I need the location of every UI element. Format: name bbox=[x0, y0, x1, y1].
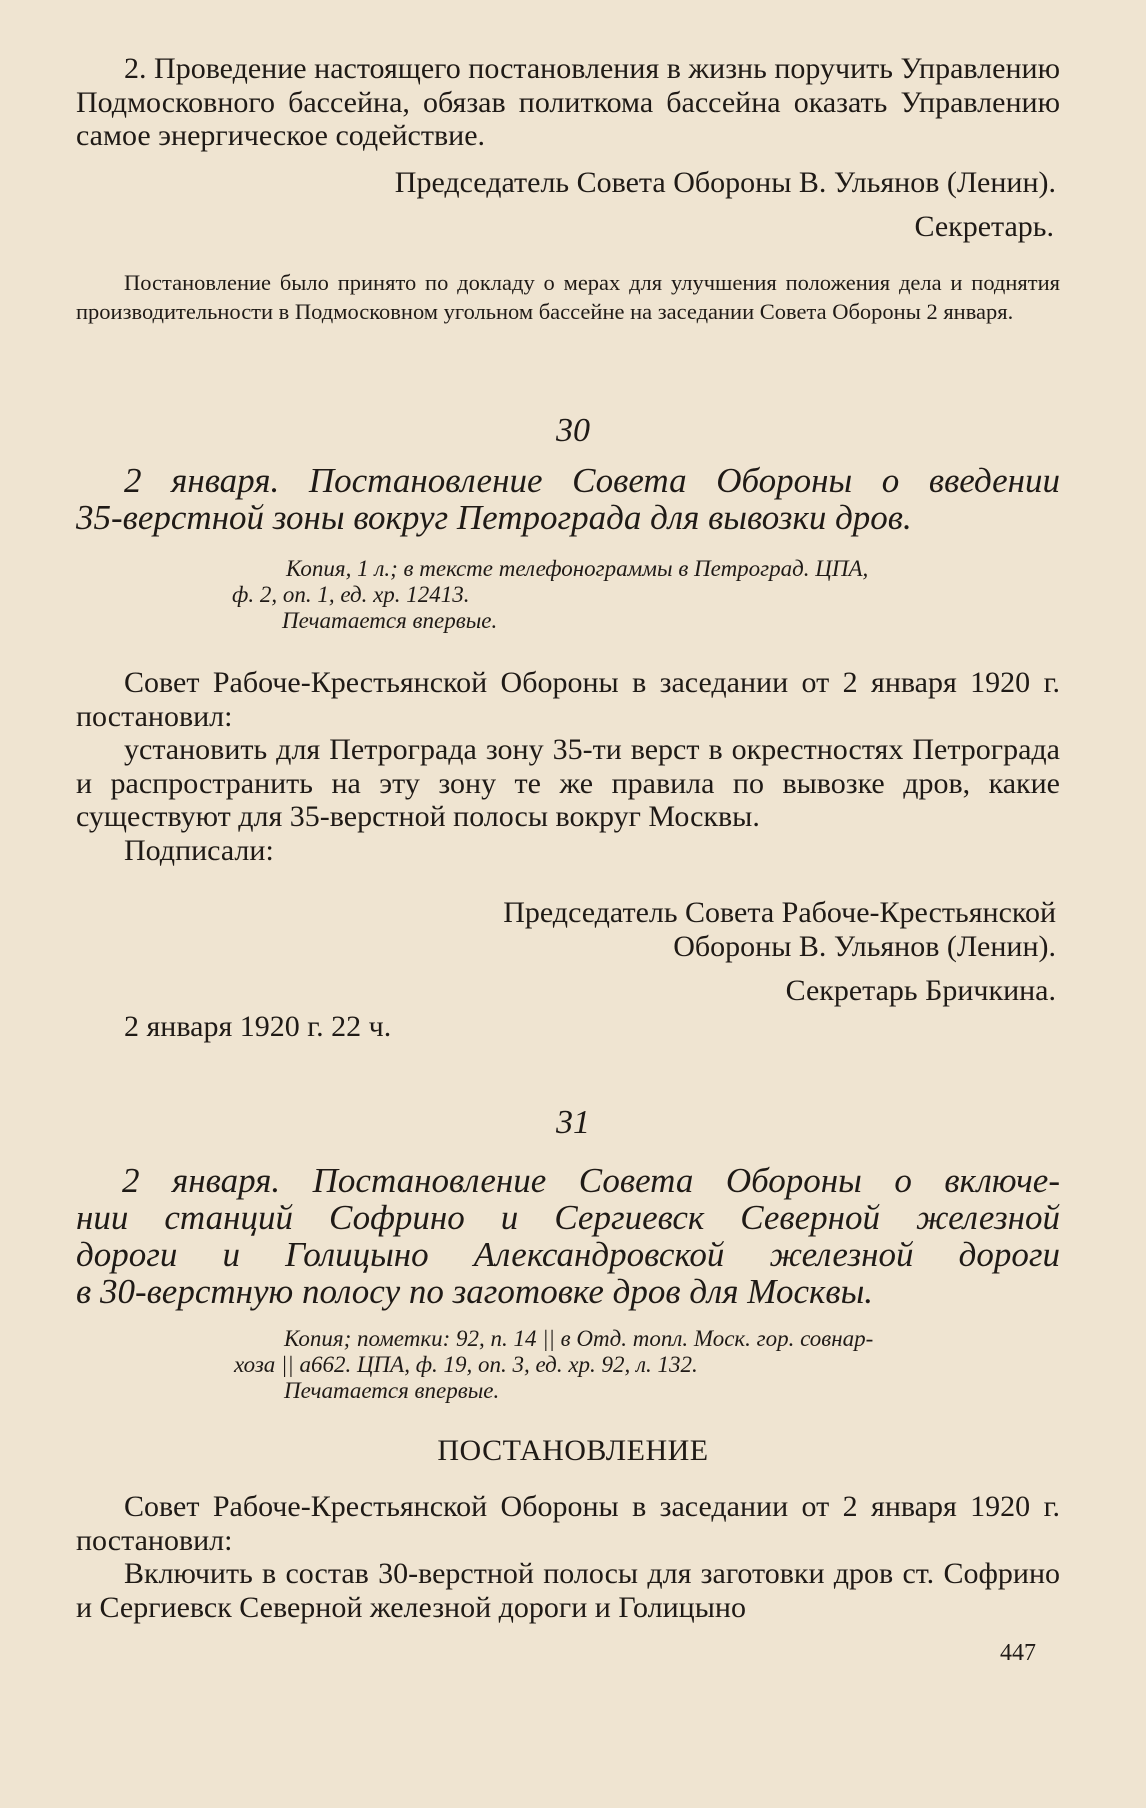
doc31-heading: ПОСТАНОВЛЕНИЕ bbox=[437, 1434, 709, 1467]
doc30-source-line1: Копия, 1 л.; в тексте телефонограммы в Петроград. ЦПА, bbox=[286, 556, 869, 581]
doc30-signatures bbox=[76, 896, 1060, 963]
doc31-published: Печатается впервые. bbox=[284, 1378, 500, 1403]
page-number: 447 bbox=[1000, 1640, 1036, 1666]
top-signature-chair-wrap bbox=[76, 166, 1060, 200]
doc31-title-line: в 30-верстную полосу по заготовке дров для Москвы. bbox=[76, 1272, 874, 1311]
doc30-title bbox=[76, 462, 1060, 536]
doc30-title-line: 2 января. Постановление Совета Обороны о введении bbox=[124, 461, 1060, 500]
doc30-date: 2 января 1920 г. 22 ч. bbox=[124, 1010, 392, 1043]
doc30-date-wrap bbox=[76, 1010, 1060, 1044]
signature-secretary: Секретарь. bbox=[914, 210, 1054, 243]
doc30-secretary-wrap bbox=[76, 974, 1060, 1008]
doc31-source bbox=[76, 1326, 1060, 1404]
doc31-source-line2: хоза || а662. ЦПА, ф. 19, оп. 3, ед. хр. 92, л. 132. bbox=[234, 1352, 698, 1377]
document-number-31: 31 bbox=[556, 1104, 590, 1141]
doc31-body: Включить в состав 30-верстной полосы для заготовки дров ст. Софрино и Сергиевск Северной железной дороги и Голицыно bbox=[76, 1557, 1060, 1624]
doc30-signed: Подписали: bbox=[124, 833, 274, 867]
document-number-30: 30 bbox=[556, 412, 590, 449]
top-section bbox=[76, 52, 1060, 153]
editorial-note: Постановление было принято по докладу о мерах для улучшения положения дела и поднятия производительности в Подмосковном угольном бассейне на заседании Совета Обороны 2 января. bbox=[76, 270, 1060, 324]
doc31-intro: Совет Рабоче-Крестьянской Обороны в заседании от 2 января 1920 г. постановил: bbox=[76, 1490, 1060, 1557]
doc30-chair-line2: Обороны В. Ульянов (Ленин). bbox=[673, 929, 1056, 963]
doc30-intro: Совет Рабоче-Крестьянской Обороны в заседании от 2 января 1920 г. постановил: bbox=[76, 666, 1060, 733]
top-note-wrap bbox=[76, 268, 1060, 326]
doc30-body: установить для Петрограда зону 35-ти верст в окрестностях Петрограда и распространить на эту зону те же правила по вывозке дров, какие существуют для 35-верстной полосы вокруг Москвы. bbox=[76, 733, 1060, 833]
doc30-text bbox=[76, 666, 1060, 867]
doc30-secretary: Секретарь Бричкина. bbox=[785, 974, 1056, 1007]
doc30-chair-line1: Председатель Совета Рабоче-Крестьянской bbox=[503, 896, 1056, 929]
doc31-text bbox=[76, 1490, 1060, 1624]
top-signature-secretary-wrap bbox=[76, 210, 1060, 244]
doc30-source bbox=[76, 556, 1060, 634]
doc30-source-line2: ф. 2, оп. 1, ед. хр. 12413. bbox=[232, 582, 470, 607]
doc31-source-line1: Копия; пометки: 92, п. 14 || в Отд. топл. Моск. гор. совнар- bbox=[284, 1326, 874, 1351]
doc30-title-line: 35-верстной зоны вокруг Петрограда для вывозки дров. bbox=[76, 498, 912, 537]
signature-chair: Председатель Совета Обороны В. Ульянов (Ленин). bbox=[394, 166, 1056, 199]
doc31-title-line: дороги и Голицыно Александровской железной дороги bbox=[76, 1235, 1060, 1274]
doc31-title bbox=[76, 1162, 1060, 1310]
doc31-title-line: 2 января. Постановление Совета Обороны о включе- bbox=[122, 1161, 1060, 1200]
doc30-published: Печатается впервые. bbox=[282, 608, 498, 633]
top-paragraph: 2. Проведение настоящего постановления в жизнь поручить Управлению Подмосковного бассейна, обязав политкома бассейна оказать Управлению самое энергическое содействие. bbox=[76, 52, 1060, 152]
doc31-title-line: нии станций Софрино и Сергиевск Северной железной bbox=[76, 1198, 1060, 1237]
